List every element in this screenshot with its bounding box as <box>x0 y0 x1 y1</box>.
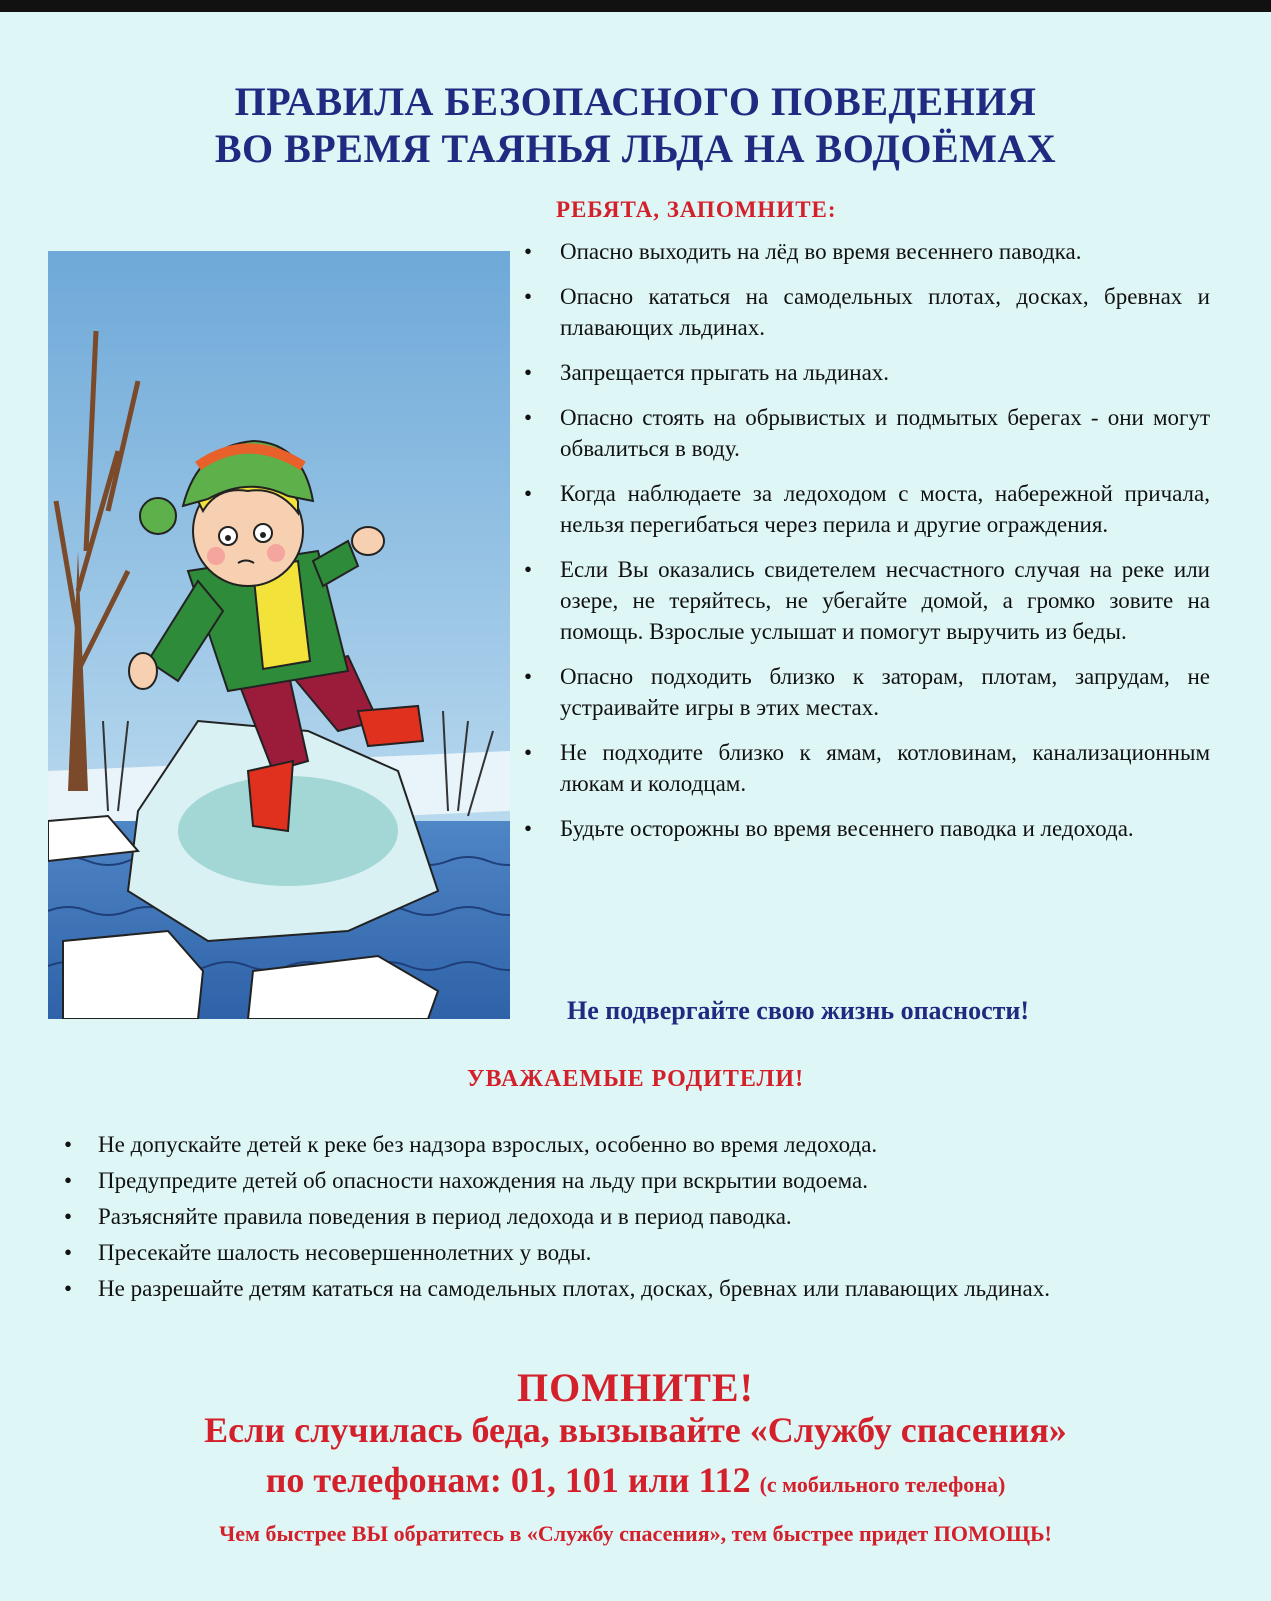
list-item: • Опасно стоять на обрывистых и подмытых берегах - они могут обвалиться в воду. <box>560 402 1210 464</box>
mobile-note: (с мобильного телефона) <box>759 1472 1006 1497</box>
emergency-call-text <box>0 1405 1271 1510</box>
list-item: • Не подходите близко к ямам, котловинам, канализационным люкам и колодцам. <box>560 737 1210 799</box>
call-line-2 <box>0 1455 1271 1510</box>
list-item: • Будьте осторожны во время весеннего паводка и ледохода. <box>560 813 1210 844</box>
list-item: • Опасно подходить близко к заторам, плотам, запрудам, не устраивайте игры в этих местах. <box>560 661 1210 723</box>
phone-numbers: по телефонам: 01, 101 или 112 <box>265 1460 751 1500</box>
call-line-1: Если случилась беда, вызывайте «Службу спасения» <box>204 1410 1067 1450</box>
list-item: • Если Вы оказались свидетелем несчастного случая на реке или озере, не теряйтесь, не убегайте домой, а громко зовите на помощь. Взрослые услышат и помогут выручить из беды. <box>560 554 1210 647</box>
list-item: • Запрещается прыгать на льдинах. <box>560 357 1210 388</box>
list-item: • Опасно кататься на самодельных плотах, досках, бревнах и плавающих льдинах. <box>560 281 1210 343</box>
footer-note: Чем быстрее ВЫ обратитесь в «Службу спасения», тем быстрее придет ПОМОЩЬ! <box>219 1521 1052 1546</box>
title-line-2: ВО ВРЕМЯ ТАЯНЬЯ ЛЬДА НА ВОДОЁМАХ <box>214 126 1057 171</box>
list-item: • Не разрешайте детям кататься на самодельных плотах, досках, бревнах или плавающих льдинах. <box>98 1272 1210 1305</box>
parents-rules-list <box>98 1128 1210 1308</box>
list-item: • Предупредите детей об опасности нахождения на льду при вскрытии водоема. <box>98 1164 1210 1197</box>
child-on-ice-floe-illustration <box>48 251 510 1019</box>
list-item: • Пресекайте шалость несовершеннолетних у воды. <box>98 1236 1210 1269</box>
list-item: • Опасно выходить на лёд во время весеннего паводка. <box>560 236 1210 267</box>
kids-heading: РЕБЯТА, ЗАПОМНИТЕ: <box>556 197 837 222</box>
list-item: • Когда наблюдаете за ледоходом с моста, набережной причала, нельзя перегибаться через перила и другие ограждения. <box>560 478 1210 540</box>
kids-rules-list <box>560 236 1210 858</box>
danger-warning: Не подвергайте свою жизнь опасности! <box>567 996 1030 1025</box>
parents-heading: УВАЖАЕМЫЕ РОДИТЕЛИ! <box>466 1066 805 1092</box>
remember-heading: ПОМНИТЕ! <box>517 1365 754 1410</box>
title-line-1: ПРАВИЛА БЕЗОПАСНОГО ПОВЕДЕНИЯ <box>234 79 1037 124</box>
top-bar <box>0 0 1271 12</box>
poster-title <box>0 78 1271 172</box>
list-item: • Разъясняйте правила поведения в период ледохода и в период паводка. <box>98 1200 1210 1233</box>
list-item: • Не допускайте детей к реке без надзора взрослых, особенно во время ледохода. <box>98 1128 1210 1161</box>
